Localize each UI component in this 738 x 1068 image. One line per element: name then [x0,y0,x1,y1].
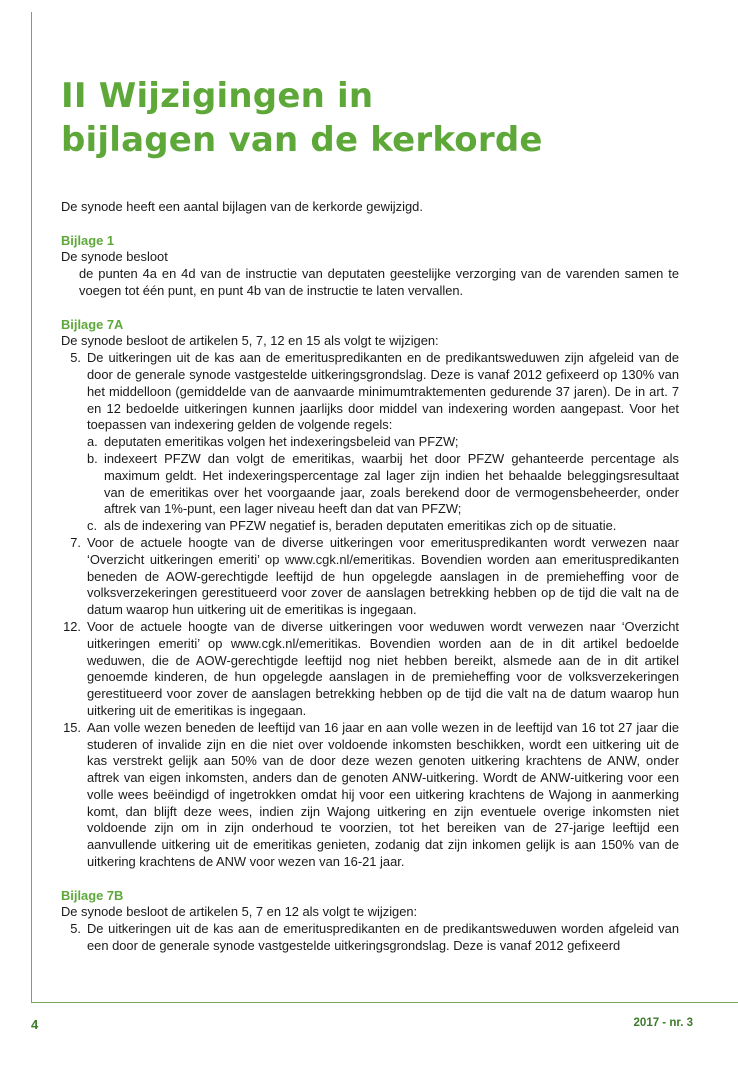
intro-paragraph: De synode heeft een aantal bijlagen van de kerkorde gewijzigd. [61,199,423,214]
sub-item-text: als de indexering van PFZW negatief is, beraden deputaten emeritikas zich op de situatie. [104,518,617,534]
page-number: 4 [31,1017,39,1032]
article-text: Voor de actuele hoogte van de diverse uitkeringen voor emerituspredikanten wordt verwezen naar ‘Overzicht uitkeringen emeriti’ op www.cgk.nl/emeritikas. Bovendien worden aan emerituspredikanten beneden de AOW-gerechtigde leeftijd de hun opgelegde aanslagen in de premieheffing voor de volksverzekeringen gerestitueerd voor zover de aanslagen betrekking hebben op de tijd die valt na de datum waarop hun uitkering uit de emeritikas is ingegaan. [87,534,679,618]
bijlage-1-heading: Bijlage 1 [61,232,115,248]
article-text: De uitkeringen uit de kas aan de emerituspredikanten en de predikantsweduwen worden afgeleid van een door de generale synode vastgestelde uitkeringsgrondslag. Deze is vanaf 2012 gefixeerd [87,921,679,954]
title-line-2: bijlagen van de kerkorde [61,120,543,160]
bijlage-1-text: de punten 4a en 4d van de instructie van deputaten geestelijke verzorging van de varenden samen te voegen tot één punt, en punt 4b van de instructie te laten vervallen. [79,266,679,298]
article-number: 15. [63,719,81,735]
sub-item-label: b. [87,450,98,466]
article-number: 5. [70,350,81,366]
article-5-7a [61,350,679,535]
bijlage-1-lead: De synode besloot [61,249,168,265]
article-number: 7. [70,534,81,550]
article-15-7a [61,720,679,871]
page-title [61,74,543,162]
article-number: 12. [63,618,81,634]
article-text: Aan volle wezen beneden de leeftijd van 16 jaar en aan volle wezen in de leeftijd van 16 tot 27 jaar die studeren of invalide zijn en die niet over voldoende inkomsten beschikken, wordt een uitkering uit de kas verstrekt gelijk aan 50% van de door deze wezen genoten uitkering krachtens de ANW, onder aftrek van eigen inkomsten, anders dan de genoten ANW-uitkering. Wordt de ANW-uitkering voor een volle wees beëindigd of ingetrokken omdat hij voor een uitkering krachtens de Wajong in aanmerking komt, dan blijft deze wees, indien zijn Wajong uitkering en zijn eventuele overige inkomsten niet voldoende zijn om in zijn onderhoud te voorzien, tot het bereiken van de 27-jarige leeftijd een aanvullende uitkering uit de emeritikas genieten, zodanig dat zijn inkomen gelijk is aan 150% van de uitkering krachtens de ANW voor wezen van 16-21 jaar. [87,719,679,870]
bottom-rule [31,1002,738,1003]
sub-item-text: indexeert PFZW dan volgt de emeritikas, waarbij het door PFZW gehanteerde percentage als maximum geldt. Het indexeringspercentage zal lager zijn indien het behaalde beleggingsresultaat van de emeritikas over het voorgaande jaar, zoals berekend door de vermogensbeheerder, onder aftrek van 1%-punt, een lager niveau heeft dan dat van PFZW; [104,450,679,517]
article-5-7b [61,921,679,955]
sub-item-a [87,434,679,451]
sub-item-label: c. [87,518,98,534]
left-rule [31,12,32,1002]
sub-item-b [87,451,679,518]
bijlage-7a-lead: De synode besloot de artikelen 5, 7, 12 en 15 als volgt te wijzigen: [61,333,439,349]
article-12-7a [61,619,679,720]
bijlage-7b-heading: Bijlage 7B [61,887,124,903]
article-7-7a [61,535,679,619]
sub-item-label: a. [87,434,98,450]
article-number: 5. [70,921,81,937]
issue-label: 2017 - nr. 3 [633,1017,693,1029]
sub-item-text: deputaten emeritikas volgen het indexeringsbeleid van PFZW; [104,434,459,450]
title-line-1: II Wijzigingen in [61,76,374,116]
article-text: Voor de actuele hoogte van de diverse uitkeringen voor weduwen wordt verwezen naar ‘Overzicht uitkeringen emeriti’ op www.cgk.nl/emeritikas. Bovendien worden aan de in dit artikel bedoelde weduwen, die de AOW-gerechtigde leeftijd nog niet hebben bereikt, alsmede aan de in dit artikel genoemde kinderen, de hun opgelegde aanslagen in de premieheffing voor de volksverzekeringen gerestitueerd voor zover de aanslagen betrekking hebben op de tijd die valt na de datum waarop hun uitkering uit de emeritikas is ingegaan. [87,618,679,718]
article-body [61,199,679,955]
article-text: De uitkeringen uit de kas aan de emerituspredikanten en de predikantsweduwen zijn afgeleid van de door de generale synode vastgestelde uitkeringsgrondslag. Deze is vanaf 2012 gefixeerd op 130% van het middelloon (gemiddelde van de aanvaarde minimumtraktementen gedurende 37 jaren). De in art. 7 en 12 bedoelde uitkeringen kunnen jaarlijks door middel van indexering worden aangepast. Voor het toepassen van indexering gelden de volgende regels: [87,350,679,433]
bijlage-7a-heading: Bijlage 7A [61,316,124,332]
sub-item-c [87,518,679,535]
bijlage-7b-lead: De synode besloot de artikelen 5, 7 en 12 als volgt te wijzigen: [61,904,418,920]
